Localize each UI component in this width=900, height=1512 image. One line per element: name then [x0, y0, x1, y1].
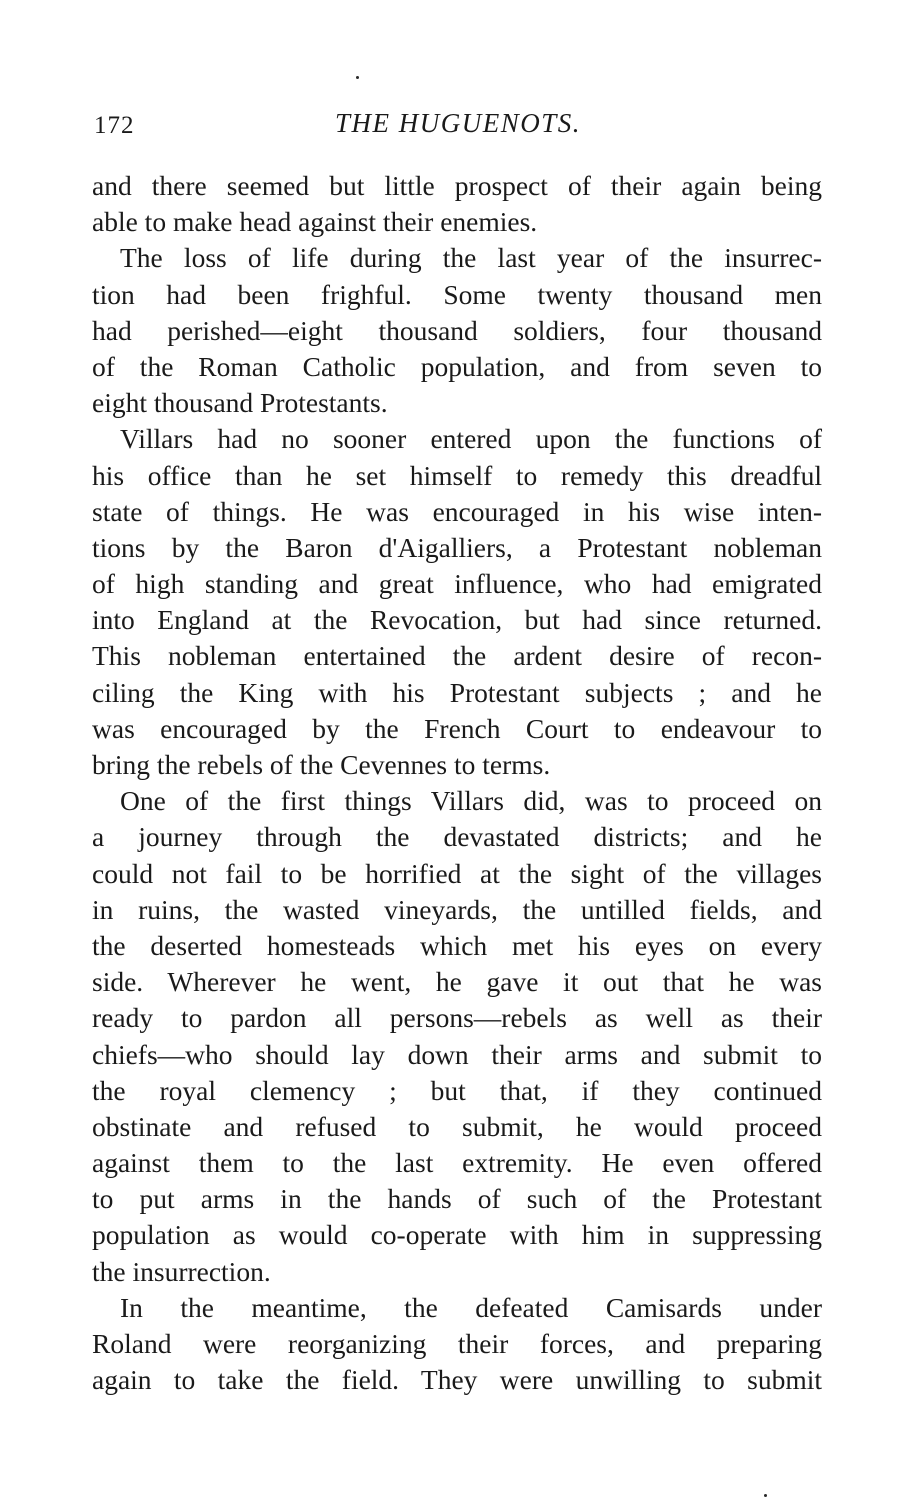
text-line: the royal clemency ; but that, if they continued — [92, 1074, 822, 1106]
text-line: was encouraged by the French Court to endeavour to — [92, 712, 822, 744]
text-line: side. Wherever he went, he gave it out that he was — [92, 966, 822, 998]
text-line: tion had been frighful. Some twenty thousand men — [92, 278, 822, 310]
text-line: the insurrection. — [92, 1255, 271, 1287]
text-line: state of things. He was encouraged in his wise inten- — [92, 495, 822, 527]
text-line: of high standing and great influence, who had emigrated — [92, 568, 822, 600]
text-line: In the meantime, the defeated Camisards under — [120, 1291, 822, 1323]
text-line: into England at the Revocation, but had since returned. — [92, 604, 822, 636]
text-line: population as would co-operate with him in suppressing — [92, 1219, 822, 1251]
text-line: able to make head against their enemies. — [92, 206, 538, 238]
text-line: ready to pardon all persons—rebels as well as their — [92, 1002, 822, 1034]
text-line: and there seemed but little prospect of their again being — [92, 170, 822, 201]
body-text — [92, 168, 822, 1398]
text-line: again to take the field. They were unwilling to submit — [92, 1364, 822, 1396]
text-line: tions by the Baron d'Aigalliers, a Protestant nobleman — [92, 531, 822, 563]
text-line: Roland were reorganizing their forces, and preparing — [92, 1328, 822, 1359]
text-line: bring the rebels of the Cevennes to terms. — [92, 749, 551, 780]
text-line: the deserted homesteads which met his eyes on every — [92, 929, 822, 961]
text-line: a journey through the devastated districts; and he — [92, 821, 822, 853]
page-number: 172 — [94, 112, 135, 139]
text-line: obstinate and refused to submit, he would proceed — [92, 1110, 822, 1142]
text-line: had perished—eight thousand soldiers, four thousand — [92, 314, 822, 346]
print-speck — [356, 76, 359, 79]
text-line: Villars had no sooner entered upon the functions of — [120, 423, 822, 455]
print-speck — [764, 1494, 767, 1497]
running-title: THE HUGUENOTS. — [334, 108, 582, 138]
running-head — [94, 108, 822, 148]
text-line: This nobleman entertained the ardent desire of recon- — [92, 640, 822, 672]
text-line: his office than he set himself to remedy this dreadful — [92, 459, 822, 491]
text-line: against them to the last extremity. He even offered — [92, 1147, 822, 1179]
text-line: to put arms in the hands of such of the Protestant — [92, 1183, 822, 1215]
text-line: chiefs—who should lay down their arms and submit to — [92, 1038, 822, 1070]
text-line: One of the first things Villars did, was to proceed on — [120, 785, 822, 817]
text-line: eight thousand Protestants. — [92, 387, 388, 419]
text-line: The loss of life during the last year of the insurrec- — [120, 242, 822, 274]
text-line: ciling the King with his Protestant subjects ; and he — [92, 676, 822, 708]
text-line: could not fail to be horrified at the sight of the villages — [92, 857, 822, 889]
text-line: of the Roman Catholic population, and from seven to — [92, 350, 822, 382]
text-line: in ruins, the wasted vineyards, the untilled fields, and — [92, 893, 822, 925]
